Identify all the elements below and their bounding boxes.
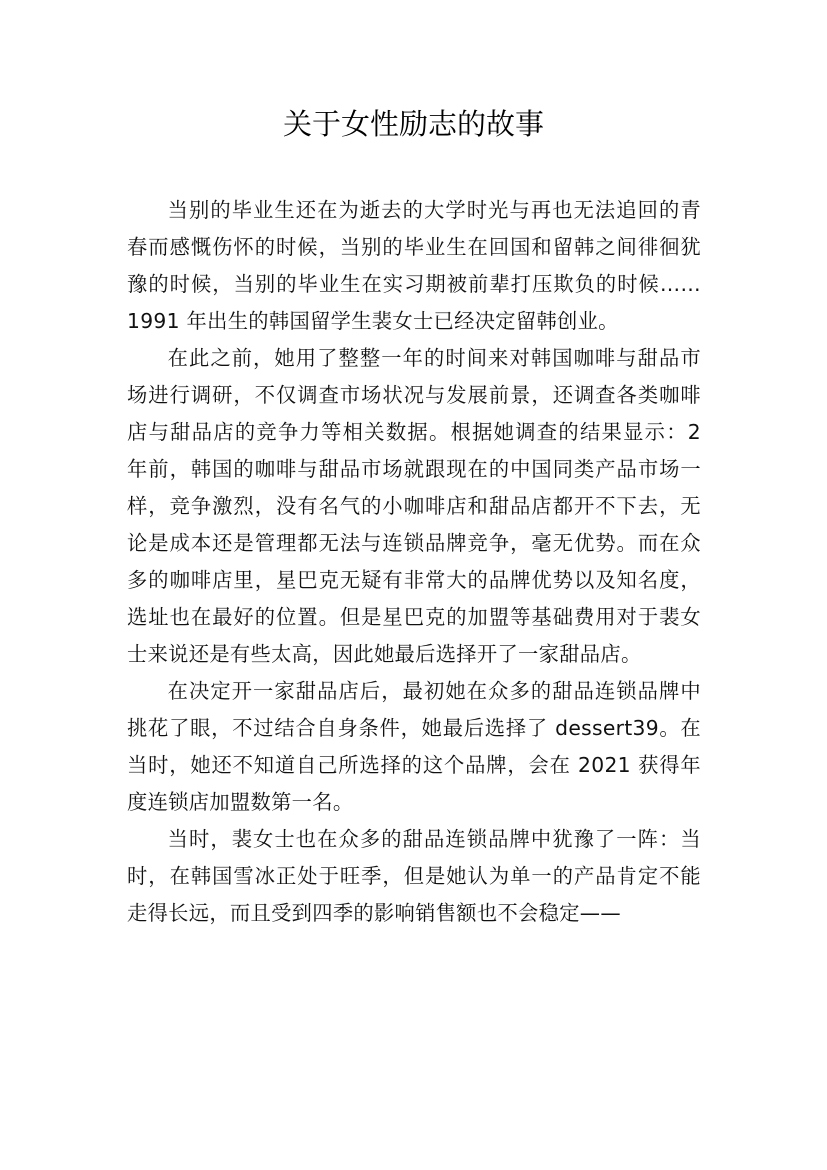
paragraph: 在决定开一家甜品店后，最初她在众多的甜品连锁品牌中挑花了眼，不过结合自身条件，她最后选择了 dessert39。在当时，她还不知道自己所选择的这个品牌，会在 2021 获得年度连锁店加盟数第一名。	[127, 679, 701, 814]
document-body	[127, 192, 701, 932]
paragraph: 在此之前，她用了整整一年的时间来对韩国咖啡与甜品市场进行调研，不仅调查市场状况与发展前景，还调查各类咖啡店与甜品店的竞争力等相关数据。根据她调查的结果显示：2 年前，韩国的咖啡与甜品市场就跟现在的中国同类产品市场一样，竞争激烈，没有名气的小咖啡店和甜品店都开不下去，无论是成本还是管理都无法与连锁品牌竞争，毫无优势。而在众多的咖啡店里，星巴克无疑有非常大的品牌优势以及知名度，选址也在最好的位置。但是星巴克的加盟等基础费用对于裴女士来说还是有些太高，因此她最后选择开了一家甜品店。	[127, 346, 701, 666]
paragraph: 当时，裴女士也在众多的甜品连锁品牌中犹豫了一阵：当时，在韩国雪冰正处于旺季，但是她认为单一的产品肯定不能走得长远，而且受到四季的影响销售额也不会稳定——	[127, 827, 701, 925]
paragraph: 当别的毕业生还在为逝去的大学时光与再也无法追回的青春而感慨伤怀的时候，当别的毕业生在回国和留韩之间徘徊犹豫的时候，当别的毕业生在实习期被前辈打压欺负的时候……1991 年出生的韩国留学生裴女士已经决定留韩创业。	[127, 198, 701, 333]
document-title: 关于女性励志的故事	[282, 107, 544, 141]
